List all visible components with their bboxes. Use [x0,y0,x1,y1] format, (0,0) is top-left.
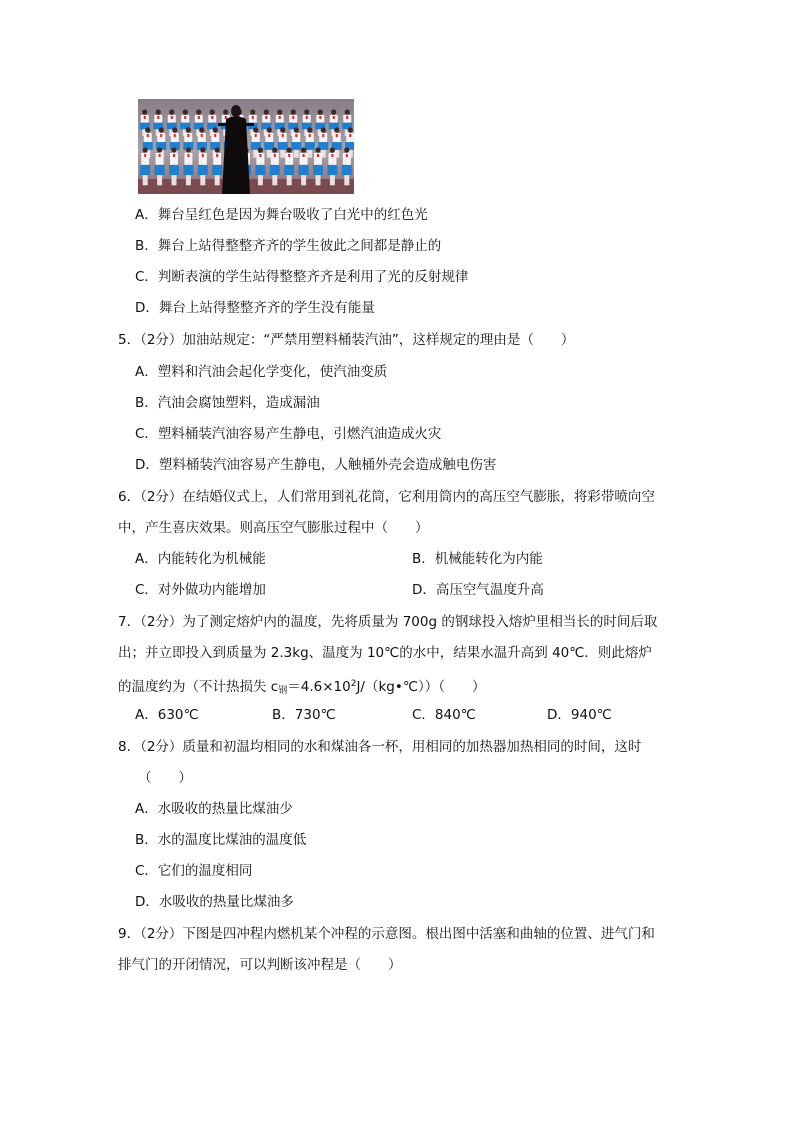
q6-option-a: A．内能转化为机械能 [135,551,266,567]
q4-option-d: D．舞台上站得整整齐齐的学生没有能量 [135,300,375,316]
q7-subscript: 钢 [278,686,288,696]
choir-performance-photo [138,99,354,194]
q5-option-c: C．塑料桶装汽油容易产生静电，引燃汽油造成火灾 [135,426,442,442]
q7-stem-mid: ＝4.6×10 [287,679,351,695]
q7-option-b: B．730℃ [272,707,336,723]
q5-option-b: B．汽油会腐蚀塑料，造成漏油 [135,395,320,411]
q7-option-c: C．840℃ [412,707,476,723]
q7-stem-line-2: 出；并立即投入到质量为 2.3kg、温度为 10℃的水中，结果水温升高到 40℃．则此熔炉 [118,645,652,661]
q4-option-c: C．判断表演的学生站得整整齐齐是利用了光的反射规律 [135,269,469,285]
q7-stem-pre: 的温度约为（不计热损失 c [118,679,279,695]
q6-stem-line-1: 6．（2分）在结婚仪式上，人们常用到礼花筒，它利用筒内的高压空气膨胀，将彩带喷向空 [118,489,655,505]
q6-option-d: D．高压空气温度升高 [412,582,544,598]
q7-stem-line-3 [118,674,485,701]
q7-stem-line-1: 7．（2分）为了测定熔炉内的温度，先将质量为 700g 的钢球投入熔炉里相当长的时间后取 [118,614,658,630]
q4-option-b: B．舞台上站得整整齐齐的学生彼此之间都是静止的 [135,238,442,254]
q7-superscript: 2 [350,679,357,689]
q8-stem-line-2: （ ） [138,770,192,786]
q8-option-d: D．水吸收的热量比煤油多 [135,894,294,910]
q5-option-d: D．塑料桶装汽油容易产生静电，人触桶外壳会造成触电伤害 [135,457,497,473]
q9-stem-line-2: 排气门的开闭情况，可以判断该冲程是（ ） [118,957,402,973]
q8-option-a: A．水吸收的热量比煤油少 [135,801,293,817]
q7-option-d: D．940℃ [547,707,612,723]
q8-stem-line-1: 8．（2分）质量和初温均相同的水和煤油各一杯，用相同的加热器加热相同的时间，这时 [118,739,642,755]
q5-option-a: A．塑料和汽油会起化学变化，使汽油变质 [135,364,388,380]
q6-stem-line-2: 中，产生喜庆效果。则高压空气膨胀过程中（ ） [118,520,429,536]
q8-option-b: B．水的温度比煤油的温度低 [135,832,307,848]
q7-stem-post: J/（kg•℃））（ ） [356,679,486,695]
q4-option-a: A．舞台呈红色是因为舞台吸收了白光中的红色光 [135,207,428,223]
q6-option-c: C．对外做功内能增加 [135,582,266,598]
q7-option-a: A．630℃ [135,707,199,723]
q6-option-b: B．机械能转化为内能 [412,551,543,567]
q9-stem-line-1: 9．（2分）下图是四冲程内燃机某个冲程的示意图。根出图中活塞和曲轴的位置、进气门和 [118,926,655,942]
q8-option-c: C．它们的温度相同 [135,863,253,879]
q5-stem: 5．（2分）加油站规定：“严禁用塑料桶装汽油”，这样规定的理由是（ ） [118,332,575,348]
